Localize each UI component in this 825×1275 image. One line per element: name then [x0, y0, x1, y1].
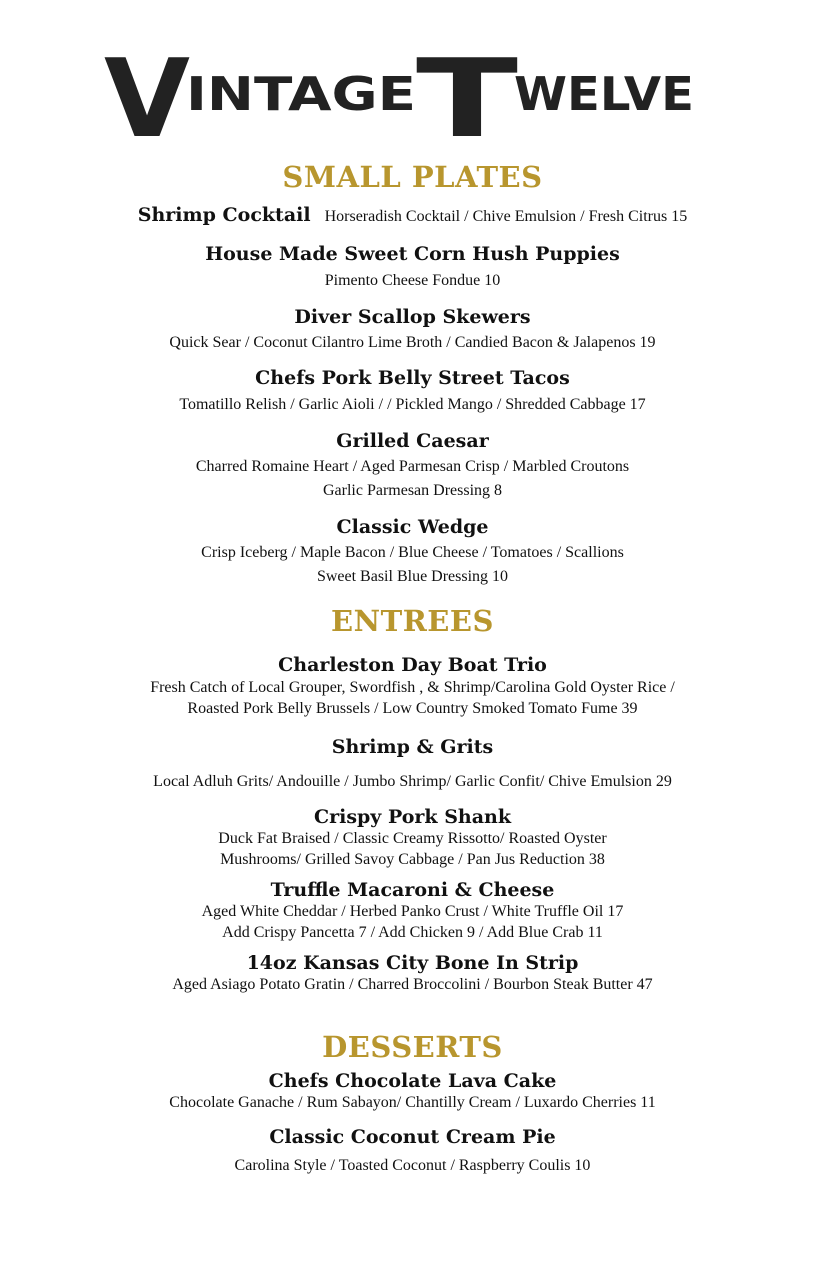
logo-letter-t: T — [416, 38, 519, 140]
item-desc-mac-line2: Add Crispy Pancetta 7 / Add Chicken 9 / Add Blue Crab 11 — [222, 924, 603, 941]
section-title-entrees: ENTREES — [331, 604, 494, 638]
item-name-strip: 14oz Kansas City Bone In Strip — [246, 952, 579, 974]
logo-word-welve: WELVE — [514, 67, 694, 121]
menu-item-shrimp-cocktail — [0, 204, 825, 226]
item-name-coconut-pie: Classic Coconut Cream Pie — [269, 1126, 556, 1148]
item-name-tacos: Chefs Pork Belly Street Tacos — [255, 367, 570, 389]
item-desc-tacos: Tomatillo Relish / Garlic Aioli / / Pickled Mango / Shredded Cabbage 17 — [179, 396, 646, 413]
item-desc-mac-line1: Aged White Cheddar / Herbed Panko Crust / White Truffle Oil 17 — [201, 903, 624, 920]
item-desc-shank-line1: Duck Fat Braised / Classic Creamy Rissotto/ Roasted Oyster — [218, 830, 607, 847]
section-title-small-plates: SMALL PLATES — [282, 160, 543, 194]
item-desc-scallop: Quick Sear / Coconut Cilantro Lime Broth / Candied Bacon & Jalapenos 19 — [169, 334, 656, 351]
restaurant-logo — [104, 38, 694, 140]
logo-letter-v: V — [104, 38, 191, 140]
item-name-wedge: Classic Wedge — [336, 516, 489, 538]
item-desc-strip: Aged Asiago Potato Gratin / Charred Broccolini / Bourbon Steak Butter 47 — [172, 976, 653, 993]
item-desc-wedge-line1: Crisp Iceberg / Maple Bacon / Blue Cheese / Tomatoes / Scallions — [201, 544, 624, 561]
item-name-scallop: Diver Scallop Skewers — [294, 306, 531, 328]
item-desc-grits: Local Adluh Grits/ Andouille / Jumbo Shrimp/ Garlic Confit/ Chive Emulsion 29 — [153, 773, 672, 790]
item-name-lava-cake: Chefs Chocolate Lava Cake — [268, 1070, 557, 1092]
item-desc-trio-line1: Fresh Catch of Local Grouper, Swordfish , & Shrimp/Carolina Gold Oyster Rice / — [150, 679, 675, 696]
item-desc-shank-line2: Mushrooms/ Grilled Savoy Cabbage / Pan Jus Reduction 38 — [220, 851, 605, 868]
item-desc-trio-line2: Roasted Pork Belly Brussels / Low Country Smoked Tomato Fume 39 — [187, 700, 638, 717]
item-desc-wedge-line2: Sweet Basil Blue Dressing 10 — [316, 568, 509, 585]
item-description: Horseradish Cocktail / Chive Emulsion / Fresh Citrus 15 — [324, 208, 688, 225]
item-desc-lava-cake: Chocolate Ganache / Rum Sabayon/ Chantilly Cream / Luxardo Cherries 11 — [169, 1094, 656, 1111]
item-name-caesar: Grilled Caesar — [336, 430, 489, 452]
section-title-desserts: DESSERTS — [322, 1030, 503, 1064]
item-name-grits: Shrimp & Grits — [331, 736, 494, 758]
item-name-mac: Truffle Macaroni & Cheese — [270, 879, 555, 901]
item-name: Shrimp Cocktail — [137, 204, 311, 226]
item-name-trio: Charleston Day Boat Trio — [278, 654, 547, 676]
item-desc-hush-puppies: Pimento Cheese Fondue 10 — [324, 272, 501, 289]
item-name-hush-puppies: House Made Sweet Corn Hush Puppies — [205, 243, 620, 265]
item-desc-caesar-line2: Garlic Parmesan Dressing 8 — [322, 482, 503, 499]
item-desc-coconut-pie: Carolina Style / Toasted Coconut / Raspberry Coulis 10 — [234, 1157, 591, 1174]
item-desc-caesar-line1: Charred Romaine Heart / Aged Parmesan Crisp / Marbled Croutons — [195, 458, 630, 475]
logo-word-intage: INTAGE — [186, 67, 416, 121]
item-name-shank: Crispy Pork Shank — [313, 806, 512, 828]
